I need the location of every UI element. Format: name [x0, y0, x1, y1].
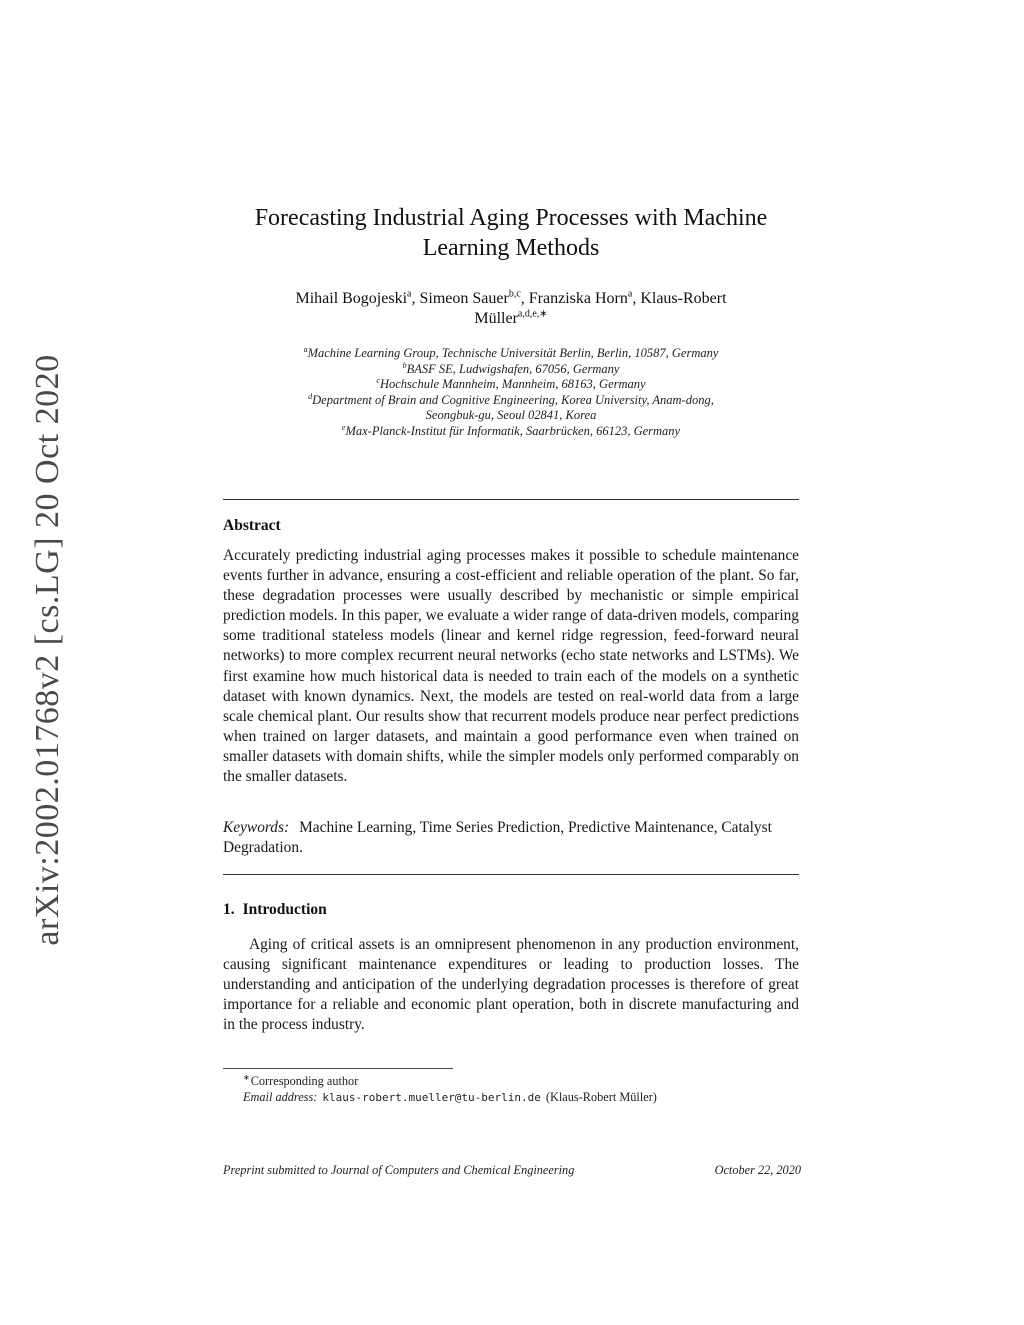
email-owner: (Klaus-Robert Müller): [545, 1090, 657, 1104]
affiliation-line: Seongbuk-gu, Seoul 02841, Korea: [425, 408, 597, 423]
affiliation-line: $^a$Machine Learning Group, Technische Universität Berlin, Berlin, 10587, Germany: [303, 344, 719, 360]
author-affiliation-mark: a: [407, 288, 412, 300]
section-title: Introduction: [242, 901, 327, 918]
introduction-paragraph: Aging of critical assets is an omnipresent phenomenon in any production environment, causing significant maintenance expenditures or leading to production losses. The understanding and anticipation of the underlying degradation processes is therefore of great importance for a reliable and economic plant operation, both in discrete manufacturing and in the process industry.: [223, 936, 799, 1034]
keywords-text: Machine Learning, Time Series Prediction, Predictive Maintenance, Catalyst Degradation.: [223, 819, 772, 857]
abstract-top-rule: [223, 499, 799, 500]
abstract-text: Accurately predicting industrial aging processes makes it possible to schedule maintenance events further in advance, ensuring a cost-efficient and reliable operation of the plant. So far, these degradation processes were usually described by mechanistic or simple empirical prediction models. In this paper, we evaluate a wider range of data-driven models, comparing some traditional stateless models (linear and kernel ridge regression, feed-forward neural networks) to more complex recurrent neural networks (echo state networks and LSTMs). We first examine how much historical data is needed to train each of the models on a synthetic dataset with known dynamics. Next, the models are tested on real-world data from a large scale chemical plant. Our results show that recurrent models produce near perfect predictions when trained on larger datasets, and maintain a good performance even when trained on smaller datasets with domain shifts, while the simpler models only performed comparably on the smaller datasets.: [223, 547, 799, 786]
section-number: 1.: [223, 901, 235, 918]
author-name: Müller: [474, 310, 518, 327]
affiliation-line: $^b$BASF SE, Ludwigshafen, 67056, Germany: [402, 360, 620, 376]
title-line-2: Learning Methods: [422, 235, 600, 261]
footer-date: October 22, 2020: [714, 1163, 801, 1177]
footnote-rule: [223, 1068, 453, 1069]
footnote-email: [243, 1089, 803, 1106]
abstract-bottom-rule: [223, 874, 799, 875]
affiliation-line: $^e$Max-Planck-Institut für Informatik, Saarbrücken, 66123, Germany: [341, 422, 681, 438]
author-list: Mihail Bogojeski$^a$, Simeon Sauer$^{b,c}$, Franziska Horn$^a$, Klaus-Robert Müller$^{a,d,e,∗}$: [295, 288, 727, 327]
page-footer: [223, 1163, 801, 1178]
footnote-mark: ∗: [243, 1072, 250, 1082]
footnote-corresponding: [243, 1073, 803, 1089]
author-affiliation-mark: b,c: [508, 288, 521, 300]
email-address-link[interactable]: klaus-robert.mueller@tu-berlin.de: [322, 1091, 541, 1104]
email-label: Email address:: [243, 1090, 318, 1104]
author-affiliation-mark: a,d,e,∗: [517, 308, 548, 320]
section-heading-introduction: [223, 901, 327, 919]
keywords-label: Keywords:: [223, 819, 290, 836]
affiliation-line: $^c$Hochschule Mannheim, Mannheim, 68163, Germany: [376, 376, 646, 392]
footnote-text: Corresponding author: [250, 1074, 359, 1088]
abstract-heading: Abstract: [223, 517, 281, 534]
author-name: Franziska Horn: [528, 290, 628, 307]
affiliation-list: [223, 346, 799, 440]
author-name: Mihail Bogojeski: [295, 290, 408, 307]
author-name: Simeon Sauer: [419, 290, 509, 307]
author-affiliation-mark: a: [627, 288, 633, 300]
title-line-1: Forecasting Industrial Aging Processes with Machine: [254, 205, 768, 231]
affiliation-line: $^d$Department of Brain and Cognitive Engineering, Korea University, Anam-dong,: [308, 391, 714, 407]
keywords: [223, 818, 799, 858]
paper-title: [223, 203, 799, 263]
author-name: Klaus-Robert: [640, 290, 727, 307]
footer-venue: Preprint submitted to Journal of Computers and Chemical Engineering: [223, 1163, 575, 1177]
arxiv-identifier: arXiv:2002.01768v2 [cs.LG] 20 Oct 2020: [29, 354, 66, 946]
